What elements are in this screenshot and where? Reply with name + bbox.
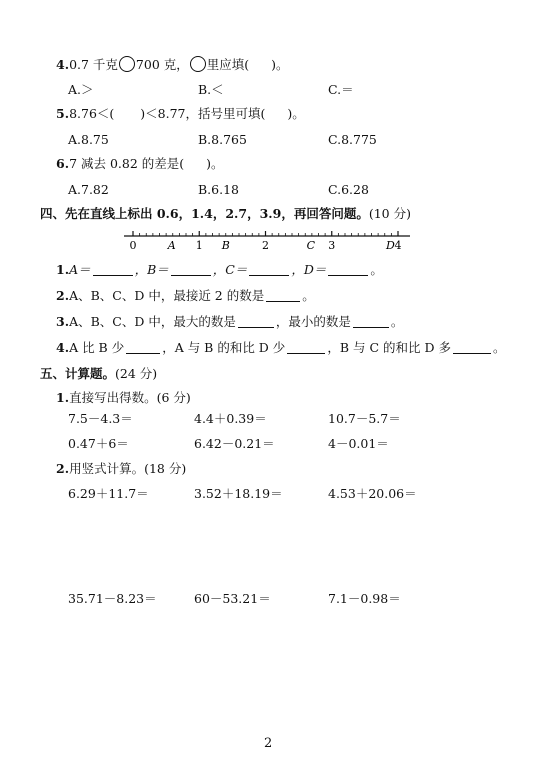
section-5-heading	[40, 366, 157, 382]
answer-blank[interactable]	[238, 315, 274, 328]
calc-item: 0.47＋6＝	[68, 436, 129, 451]
section-title: 四、先在直线上标出 0.6，1.4，2.7，3.9，再回答问题。	[40, 206, 369, 221]
question-text: ，A 与 B 的和比 D 少	[162, 340, 286, 355]
question-4	[56, 56, 289, 73]
number-line-point-label: A	[167, 239, 176, 252]
calc-item: 4.53＋20.06＝	[328, 486, 417, 501]
answer-blank[interactable]	[93, 263, 133, 276]
number-line-tick-label: 4	[394, 239, 402, 252]
calc-item: 35.71－8.23＝	[68, 591, 157, 606]
option-a: A.8.75	[68, 132, 109, 147]
question-text: A、B、C、D 中，最大的数是	[69, 314, 236, 329]
question-text: ，最小的数是	[275, 314, 351, 329]
question-text: 里应填(	[206, 57, 250, 72]
s5-question-2	[56, 461, 186, 477]
question-text: 700 克，	[135, 57, 189, 72]
answer-blank[interactable]	[249, 263, 289, 276]
question-text: A、B、C、D 中，最接近 2 的数是	[69, 288, 265, 303]
page-number: 2	[264, 736, 273, 751]
s4-question-1: 1.A＝ ，B＝ ，C＝ ，D＝ 。	[56, 262, 383, 277]
number-line-point-label: D	[385, 239, 395, 252]
question-5	[56, 106, 305, 122]
question-number: 2.	[56, 461, 70, 476]
s4-question-3: 3.A、B、C、D 中，最大的数是 ，最小的数是 。	[56, 314, 404, 329]
question-text: 7 减去 0.82 的差是(	[69, 156, 185, 171]
number-line-tick-label: 0	[129, 239, 137, 252]
s4-question-2: 2.A、B、C、D 中，最接近 2 的数是 。	[56, 288, 315, 303]
label-c: ，C＝	[212, 262, 248, 277]
question-number: 4.	[56, 340, 70, 355]
calc-item: 6.42－0.21＝	[194, 436, 275, 451]
section-title: 五、计算题。	[40, 366, 116, 381]
question-text: ，B 与 C 的和比 D 多	[327, 340, 451, 355]
number-line-labels	[130, 239, 402, 252]
number-line-point-label: B	[221, 239, 230, 252]
calc-item: 4－0.01＝	[328, 436, 389, 451]
calc-item: 4.4＋0.39＝	[194, 411, 267, 426]
label-b: ，B＝	[134, 262, 169, 277]
number-line-ticks	[133, 231, 398, 236]
answer-blank[interactable]	[171, 263, 211, 276]
answer-blank[interactable]	[287, 341, 325, 354]
calc-item: 7.5－4.3＝	[68, 411, 133, 426]
question-number: 3.	[56, 314, 70, 329]
number-line	[122, 228, 412, 254]
question-text: )＜8.77，括号里可填(	[140, 106, 266, 121]
question-text: )。	[287, 106, 305, 121]
number-line-point-label: C	[306, 239, 316, 252]
circle-blank-icon	[119, 56, 135, 72]
question-text: 0.7 千克	[69, 57, 118, 72]
option-c: C.8.775	[328, 132, 377, 147]
option-c: C.＝	[328, 82, 354, 97]
s5-question-1	[56, 390, 191, 406]
number-line-tick-label: 3	[328, 239, 336, 252]
calc-item: 6.29＋11.7＝	[68, 486, 149, 501]
option-a: A.＞	[68, 82, 94, 97]
question-6	[56, 156, 224, 172]
question-text: 8.76＜(	[69, 106, 115, 121]
answer-blank[interactable]	[328, 263, 368, 276]
answer-blank[interactable]	[266, 289, 300, 302]
option-b: B.8.765	[198, 132, 247, 147]
s4-question-4: 4.A 比 B 少 ，A 与 B 的和比 D 少 ，B 与 C 的和比 D 多 。	[56, 340, 506, 355]
option-c: C.6.28	[328, 182, 369, 197]
number-line-tick-label: 2	[262, 239, 269, 252]
question-number: 6.	[56, 156, 70, 171]
label-d: ，D＝	[291, 262, 327, 277]
circle-blank-icon	[190, 56, 206, 72]
question-text: A 比 B 少	[69, 340, 125, 355]
answer-blank[interactable]	[126, 341, 160, 354]
question-number: 2.	[56, 288, 70, 303]
question-text: )。	[206, 156, 224, 171]
section-score: (24 分)	[115, 366, 158, 381]
answer-blank[interactable]	[353, 315, 389, 328]
question-number: 1.	[56, 262, 70, 277]
section-score: (10 分)	[368, 206, 411, 221]
calc-item: 10.7－5.7＝	[328, 411, 401, 426]
option-a: A.7.82	[68, 182, 109, 197]
question-text: )。	[271, 57, 289, 72]
question-number: 1.	[56, 390, 70, 405]
question-number: 4.	[56, 57, 70, 72]
section-4-heading	[40, 206, 411, 222]
option-b: B.6.18	[198, 182, 239, 197]
label-a: A＝	[69, 262, 91, 277]
question-number: 5.	[56, 106, 70, 121]
calc-item: 3.52＋18.19＝	[194, 486, 283, 501]
answer-blank[interactable]	[453, 341, 491, 354]
calc-item: 60－53.21＝	[194, 591, 271, 606]
question-text: 直接写出得数。(6 分)	[69, 390, 191, 405]
option-b: B.＜	[198, 82, 224, 97]
question-text: 用竖式计算。(18 分)	[69, 461, 187, 476]
number-line-tick-label: 1	[195, 239, 203, 252]
calc-item: 7.1－0.98＝	[328, 591, 401, 606]
